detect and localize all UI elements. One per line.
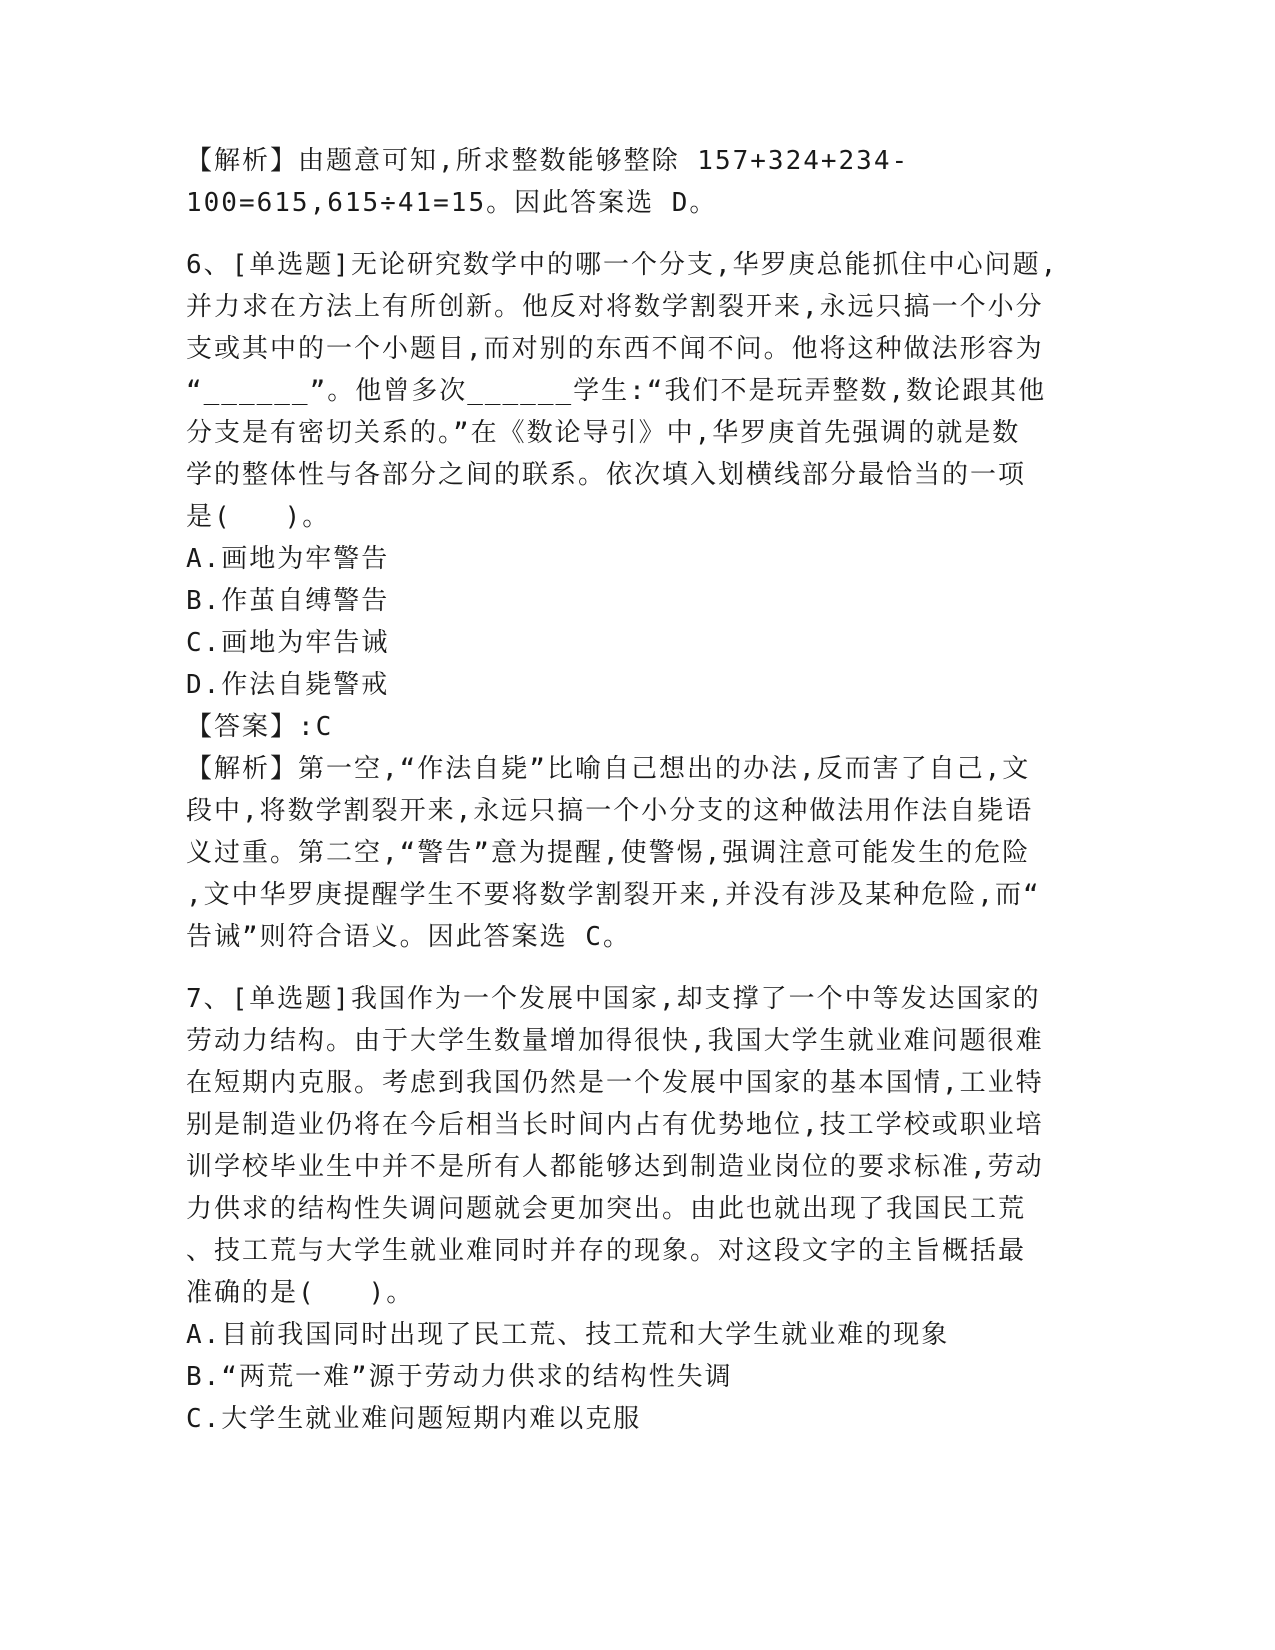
- question-stem-line: 并力求在方法上有所创新。他反对将数学割裂开来,永远只搞一个小分: [186, 292, 1044, 322]
- question-stem-line: “______”。他曾多次______学生:“我们不是玩弄整数,数论跟其他: [186, 376, 1047, 406]
- question-stem-line: 力供求的结构性失调问题就会更加突出。由此也就出现了我国民工荒: [186, 1194, 1027, 1224]
- question-stem-line: 分支是有密切关系的。”在《数论导引》中,华罗庚首先强调的就是数: [186, 418, 1021, 448]
- option-a: A.画地为牢警告: [186, 544, 390, 574]
- option-c: C.画地为牢告诫: [186, 628, 390, 658]
- question-stem-line: 学的整体性与各部分之间的联系。依次填入划横线部分最恰当的一项: [186, 460, 1027, 490]
- option-c: C.大学生就业难问题短期内难以克服: [186, 1404, 642, 1434]
- analysis-line: 【解析】由题意可知,所求整数能够整除 157+324+234-: [186, 146, 910, 176]
- question-stem-line: 支或其中的一个小题目,而对别的东西不闻不问。他将这种做法形容为: [186, 334, 1044, 364]
- question-stem-line: 是( )。: [186, 502, 331, 532]
- analysis-line: 100=615,615÷41=15。因此答案选 D。: [186, 188, 718, 218]
- analysis-line: ,文中华罗庚提醒学生不要将数学割裂开来,并没有涉及某种危险,而“: [186, 880, 1041, 910]
- analysis-line: 段中,将数学割裂开来,永远只搞一个小分支的这种做法用作法自毙语: [186, 796, 1034, 826]
- question-stem-line: 训学校毕业生中并不是所有人都能够达到制造业岗位的要求标准,劳动: [186, 1152, 1044, 1182]
- question-stem-line: 、技工荒与大学生就业难同时并存的现象。对这段文字的主旨概括最: [186, 1236, 1027, 1266]
- question-stem-line: 6、[单选题]无论研究数学中的哪一个分支,华罗庚总能抓住中心问题,: [186, 250, 1059, 280]
- analysis-line: 告诫”则符合语义。因此答案选 C。: [186, 922, 631, 952]
- option-b: B.“两荒一难”源于劳动力供求的结构性失调: [186, 1362, 733, 1392]
- analysis-line: 【解析】第一空,“作法自毙”比喻自己想出的办法,反而害了自己,文: [186, 754, 1031, 784]
- question-stem-line: 别是制造业仍将在今后相当长时间内占有优势地位,技工学校或职业培: [186, 1110, 1044, 1140]
- question-stem-line: 准确的是( )。: [186, 1278, 415, 1308]
- question-stem-line: 在短期内克服。考虑到我国仍然是一个发展中国家的基本国情,工业特: [186, 1068, 1044, 1098]
- option-d: D.作法自毙警戒: [186, 670, 390, 700]
- option-b: B.作茧自缚警告: [186, 586, 390, 616]
- option-a: A.目前我国同时出现了民工荒、技工荒和大学生就业难的现象: [186, 1320, 950, 1350]
- question-stem-line: 劳动力结构。由于大学生数量增加得很快,我国大学生就业难问题很难: [186, 1026, 1044, 1056]
- question-stem-line: 7、[单选题]我国作为一个发展中国家,却支撑了一个中等发达国家的: [186, 984, 1041, 1014]
- analysis-line: 义过重。第二空,“警告”意为提醒,使警惕,强调注意可能发生的危险: [186, 838, 1031, 868]
- answer-line: 【答案】:C: [186, 712, 334, 742]
